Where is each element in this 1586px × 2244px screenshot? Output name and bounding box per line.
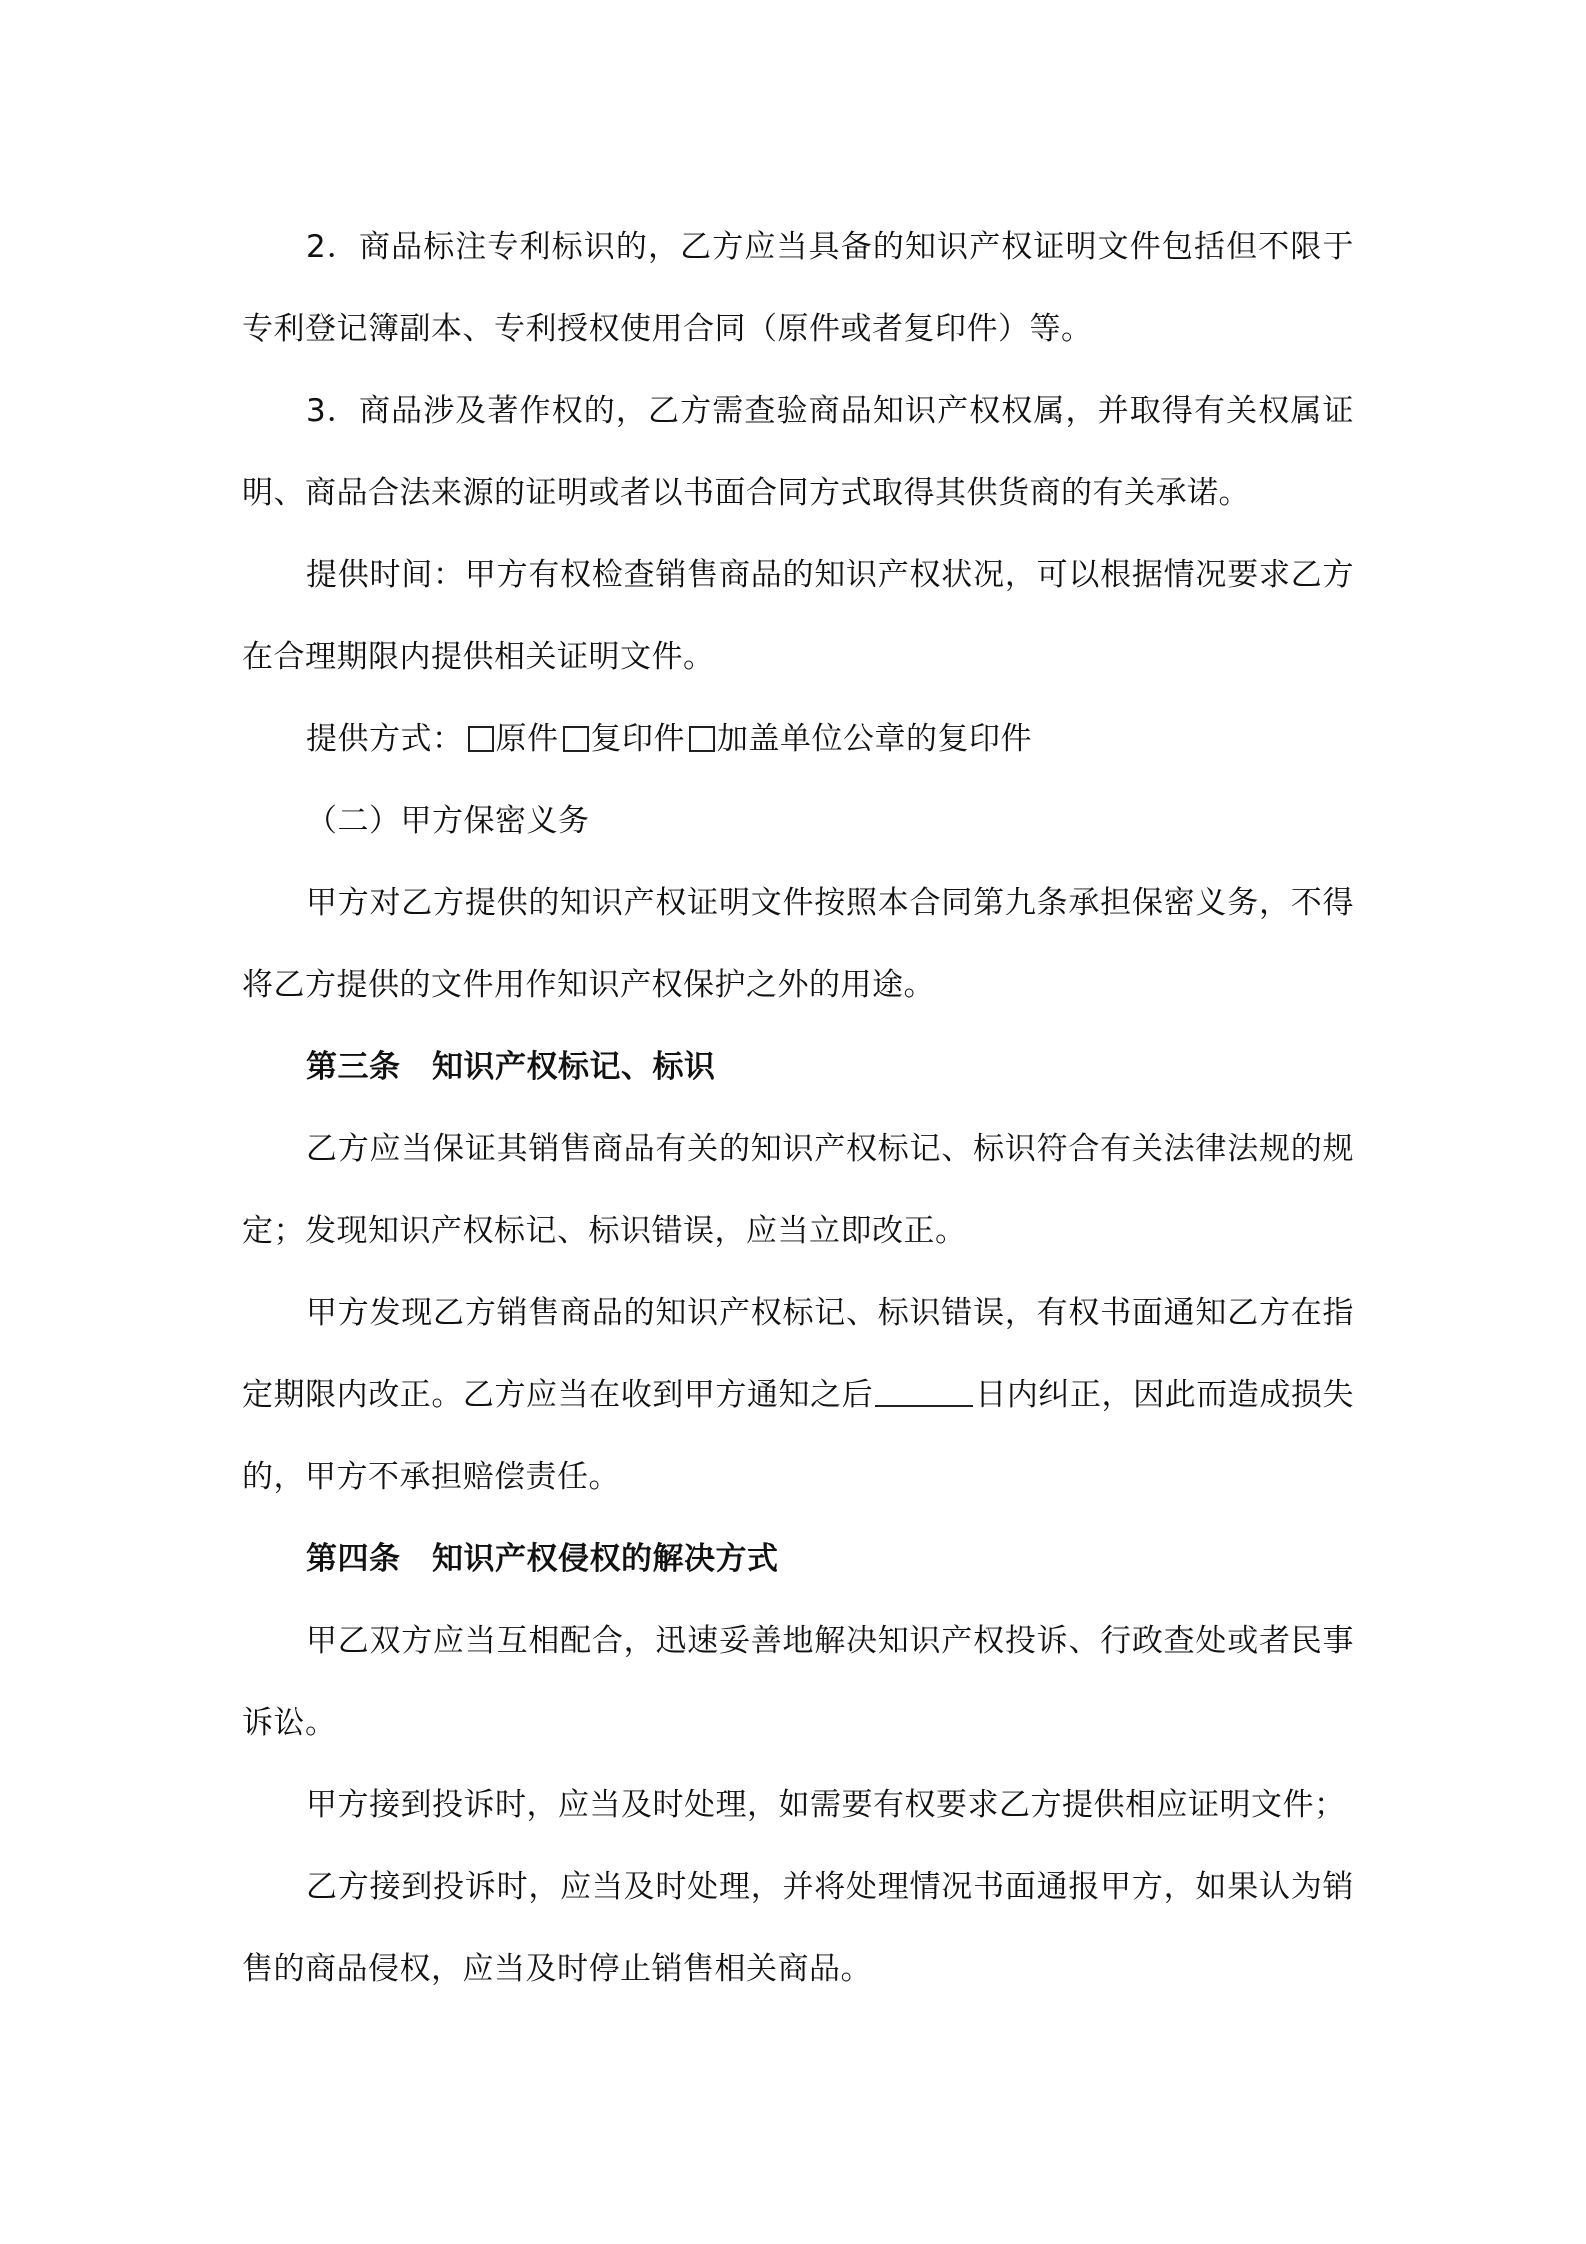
paragraph-provide-method [242, 698, 1354, 780]
paragraph-cooperation: 甲乙双方应当互相配合，迅速妥善地解决知识产权投诉、行政查处或者民事诉讼。 [242, 1623, 1354, 1741]
article-3-heading: 第三条 知识产权标记、标识 [306, 1049, 716, 1085]
paragraph-confidentiality: 甲方对乙方提供的知识产权证明文件按照本合同第九条承担保密义务，不得将乙方提供的文件用作知识产权保护之外的用途。 [242, 885, 1354, 1003]
option-original: 原件 [495, 721, 559, 757]
subsection-confidentiality: （二）甲方保密义务 [306, 803, 590, 839]
days-blank-field[interactable] [875, 1379, 973, 1407]
option-copy: 复印件 [590, 721, 685, 757]
paragraph-provide-time: 提供时间：甲方有权检查销售商品的知识产权状况，可以根据情况要求乙方在合理期限内提供相关证明文件。 [242, 557, 1354, 675]
paragraph-copyright-proof: 3．商品涉及著作权的，乙方需查验商品知识产权权属，并取得有关权属证明、商品合法来源的证明或者以书面合同方式取得其供货商的有关承诺。 [242, 393, 1354, 511]
checkbox-copy[interactable] [563, 726, 589, 752]
checkbox-sealed-copy[interactable] [689, 726, 715, 752]
paragraph-marking-correction [242, 1272, 1354, 1518]
option-sealed-copy: 加盖单位公章的复印件 [717, 721, 1032, 757]
marking-correction-text-a: 甲方发现乙方销售商品的知识产权标记、标识错误，有权书面通知乙方在指定期限内改正。乙方应当在收到甲方通知之后 [242, 1295, 1354, 1413]
paragraph-patent-proof: 2．商品标注专利标识的，乙方应当具备的知识产权证明文件包括但不限于专利登记簿副本、专利授权使用合同（原件或者复印件）等。 [242, 229, 1354, 347]
provide-method-label: 提供方式： [306, 721, 464, 757]
document-body [242, 206, 1354, 2010]
article-4-heading: 第四条 知识产权侵权的解决方式 [306, 1541, 779, 1577]
marking-correction-text-b: 日内纠正，因此而造成损失的，甲方不承担赔偿责任。 [242, 1377, 1354, 1495]
paragraph-party-a-complaint: 甲方接到投诉时，应当及时处理，如需要有权要求乙方提供相应证明文件； [306, 1787, 1346, 1823]
checkbox-original[interactable] [468, 726, 494, 752]
paragraph-party-b-complaint: 乙方接到投诉时，应当及时处理，并将处理情况书面通报甲方，如果认为销售的商品侵权，应当及时停止销售相关商品。 [242, 1869, 1354, 1987]
paragraph-marking-guarantee: 乙方应当保证其销售商品有关的知识产权标记、标识符合有关法律法规的规定；发现知识产权标记、标识错误，应当立即改正。 [242, 1131, 1354, 1249]
